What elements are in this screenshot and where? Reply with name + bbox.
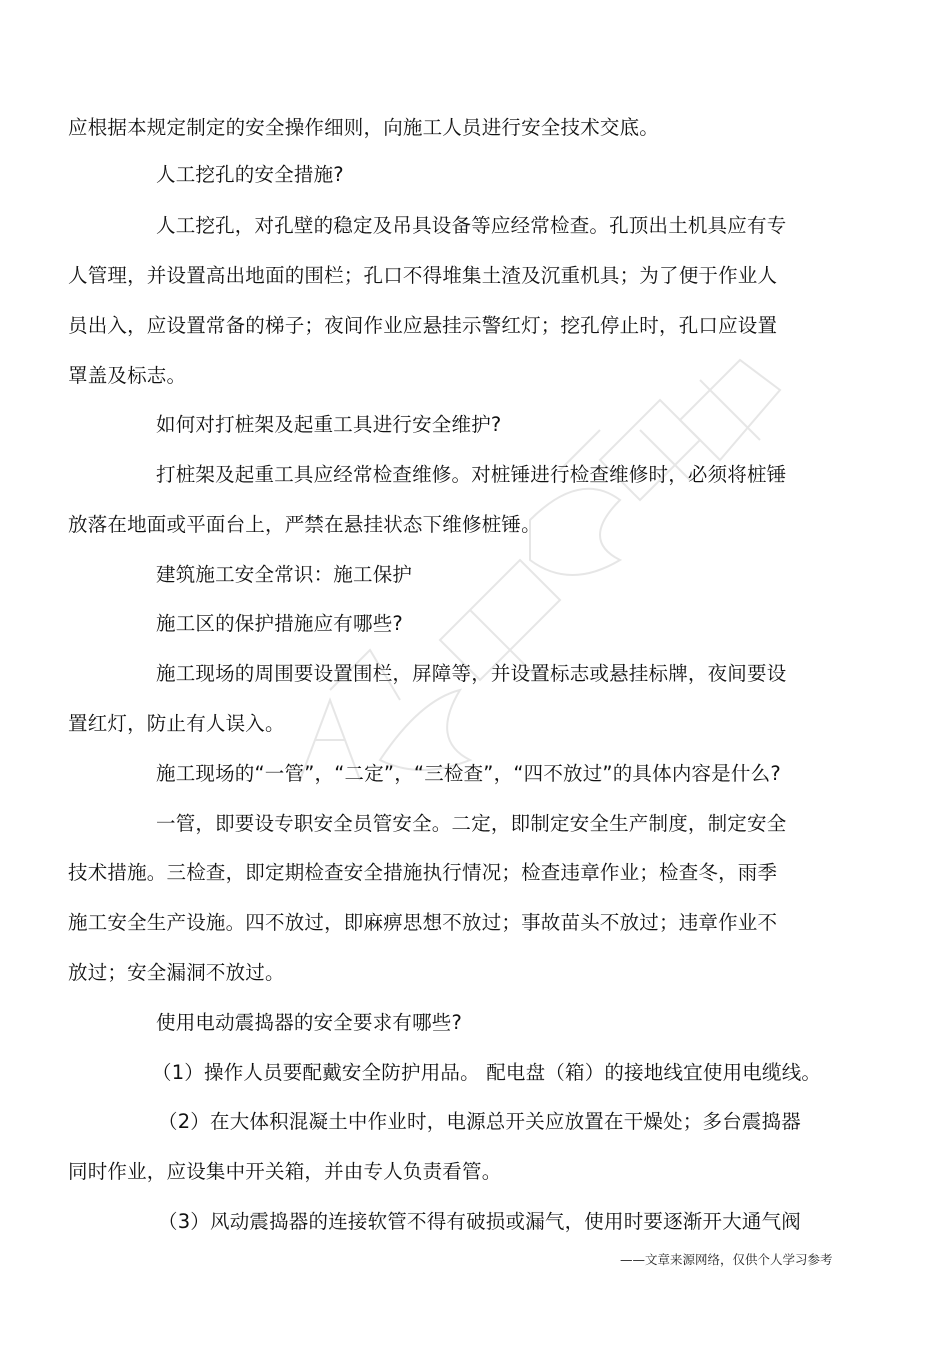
- text-line: 放落在地面或平面台上，严禁在悬挂状态下维修桩锤。: [68, 513, 541, 536]
- text-line: 置红灯，防止有人误入。: [68, 712, 285, 735]
- question-heading: 施工区的保护措施应有哪些?: [156, 612, 403, 635]
- text-line: 应根据本规定制定的安全操作细则，向施工人员进行安全技术交底。: [68, 116, 660, 139]
- list-item: （1）操作人员要配戴安全防护用品。 配电盘（箱）的接地线宜使用电缆线。: [152, 1061, 822, 1084]
- text-line: 一管，即要设专职安全员管安全。二定，即制定安全生产制度，制定安全: [156, 812, 787, 835]
- question-heading: 人工挖孔的安全措施?: [156, 163, 344, 186]
- text-line: 施工现场的周围要设置围栏，屏障等，并设置标志或悬挂标牌，夜间要设: [156, 662, 787, 685]
- text-line: 施工安全生产设施。四不放过，即麻痹思想不放过；事故苗头不放过；违章作业不: [68, 911, 778, 934]
- text-line: 人管理，并设置高出地面的围栏；孔口不得堆集土渣及沉重机具；为了便于作业人: [68, 264, 778, 287]
- text-line: 技术措施。三检查，即定期检查安全措施执行情况；检查违章作业；检查冬，雨季: [68, 861, 778, 884]
- text-line: 同时作业，应设集中开关箱，并由专人负责看管。: [68, 1160, 502, 1183]
- text-line: 人工挖孔，对孔壁的稳定及吊具设备等应经常检查。孔顶出土机具应有专: [156, 214, 787, 237]
- question-heading: 施工现场的“一管”，“二定”，“三检查”，“四不放过”的具体内容是什么?: [156, 762, 781, 785]
- list-item: （3）风动震捣器的连接软管不得有破损或漏气，使用时要逐渐开大通气阀: [158, 1210, 802, 1233]
- text-line: 打桩架及起重工具应经常检查维修。对桩锤进行检查维修时，必须将桩锤: [156, 463, 787, 486]
- section-heading: 建筑施工安全常识：施工保护: [156, 563, 413, 586]
- list-item: （2）在大体积混凝土中作业时，电源总开关应放置在干燥处；多台震捣器: [158, 1110, 802, 1133]
- question-heading: 如何对打桩架及起重工具进行安全维护?: [156, 413, 502, 436]
- text-line: 罩盖及标志。: [68, 364, 187, 387]
- question-heading: 使用电动震捣器的安全要求有哪些?: [156, 1011, 463, 1034]
- text-line: 放过；安全漏洞不放过。: [68, 961, 285, 984]
- footer-source-note: ——文章来源网络，仅供个人学习参考: [620, 1252, 833, 1267]
- text-line: 员出入，应设置常备的梯子；夜间作业应悬挂示警红灯；挖孔停止时，孔口应设置: [68, 314, 778, 337]
